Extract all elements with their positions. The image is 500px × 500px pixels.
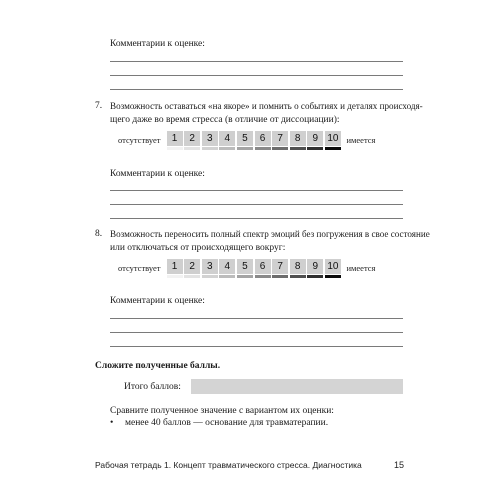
comment-line[interactable] — [110, 89, 403, 90]
scale-option-9[interactable] — [307, 131, 323, 150]
scale-option-number: 3 — [202, 259, 218, 274]
item7-text-line2: щего даже во время стресса (в отличие от диссоциации): — [110, 115, 340, 125]
item8-text-line1: Возможность переносить полный спектр эмоций без погружения в свое состояние — [110, 229, 430, 239]
scale-boxes — [167, 259, 343, 278]
bullet-icon: • — [110, 418, 114, 428]
scale-option-number: 2 — [184, 259, 200, 274]
comment-line[interactable] — [110, 75, 403, 76]
scale-intensity-bar — [202, 147, 218, 150]
scale-boxes — [167, 131, 343, 150]
scale-intensity-bar — [325, 275, 341, 278]
comment-line[interactable] — [110, 190, 403, 191]
rating-scale-item7 — [118, 131, 375, 149]
scale-intensity-bar — [167, 147, 183, 150]
scale-option-number: 1 — [167, 259, 183, 274]
item8-text-line2: или отключаться от происходящего вокруг: — [110, 243, 286, 253]
item7-number: 7. — [95, 101, 103, 111]
scale-intensity-bar — [290, 147, 306, 150]
scale-option-3[interactable] — [202, 259, 218, 278]
scale-option-number: 6 — [255, 259, 271, 274]
scale-option-number: 9 — [307, 259, 323, 274]
scale-intensity-bar — [290, 275, 306, 278]
scale-intensity-bar — [255, 147, 271, 150]
scale-option-1[interactable] — [167, 131, 183, 150]
scale-intensity-bar — [184, 147, 200, 150]
scale-option-7[interactable] — [272, 259, 288, 278]
scale-left-label: отсутствует — [118, 135, 161, 145]
item8-number: 8. — [95, 229, 103, 239]
scale-option-5[interactable] — [237, 259, 253, 278]
comments-label-top: Комментарии к оценке: — [110, 39, 205, 49]
scale-option-number: 3 — [202, 131, 218, 146]
scale-intensity-bar — [272, 275, 288, 278]
footer-title: Рабочая тетрадь 1. Концепт травматического стресса. Диагностика — [95, 460, 362, 470]
scale-option-number: 4 — [219, 131, 235, 146]
comment-line[interactable] — [110, 61, 403, 62]
scale-option-2[interactable] — [184, 131, 200, 150]
scale-option-6[interactable] — [255, 131, 271, 150]
scale-option-8[interactable] — [290, 131, 306, 150]
scale-intensity-bar — [307, 147, 323, 150]
sum-heading: Сложите полученные баллы. — [95, 361, 221, 371]
scale-option-number: 10 — [325, 259, 341, 274]
compare-item: менее 40 баллов — основание для травматерапии. — [125, 418, 329, 428]
scale-option-number: 1 — [167, 131, 183, 146]
scale-option-4[interactable] — [219, 259, 235, 278]
comments-label-item8: Комментарии к оценке: — [110, 296, 205, 306]
item7-text-line1: Возможность оставаться «на якоре» и помнить о событиях и деталях происходя- — [110, 101, 423, 111]
total-score-field[interactable] — [191, 379, 403, 394]
scale-intensity-bar — [307, 275, 323, 278]
page-number: 15 — [394, 460, 405, 470]
scale-option-9[interactable] — [307, 259, 323, 278]
scale-intensity-bar — [237, 147, 253, 150]
scale-option-number: 8 — [290, 259, 306, 274]
scale-intensity-bar — [202, 275, 218, 278]
scale-option-number: 8 — [290, 131, 306, 146]
scale-option-1[interactable] — [167, 259, 183, 278]
scale-option-10[interactable] — [325, 131, 341, 150]
scale-option-6[interactable] — [255, 259, 271, 278]
comments-label-item7: Комментарии к оценке: — [110, 169, 205, 179]
scale-option-number: 7 — [272, 131, 288, 146]
scale-option-8[interactable] — [290, 259, 306, 278]
scale-option-7[interactable] — [272, 131, 288, 150]
scale-option-2[interactable] — [184, 259, 200, 278]
scale-option-number: 5 — [237, 131, 253, 146]
scale-option-number: 5 — [237, 259, 253, 274]
scale-option-5[interactable] — [237, 131, 253, 150]
scale-intensity-bar — [184, 275, 200, 278]
rating-scale-item8 — [118, 259, 375, 277]
scale-option-number: 4 — [219, 259, 235, 274]
scale-option-number: 10 — [325, 131, 341, 146]
comment-line[interactable] — [110, 318, 403, 319]
scale-left-label: отсутствует — [118, 263, 161, 273]
scale-right-label: имеется — [346, 135, 376, 145]
scale-option-number: 2 — [184, 131, 200, 146]
comment-line[interactable] — [110, 346, 403, 347]
scale-option-number: 9 — [307, 131, 323, 146]
scale-option-3[interactable] — [202, 131, 218, 150]
scale-right-label: имеется — [346, 263, 376, 273]
scale-intensity-bar — [272, 147, 288, 150]
comment-line[interactable] — [110, 204, 403, 205]
comment-line[interactable] — [110, 218, 403, 219]
scale-intensity-bar — [219, 147, 235, 150]
scale-intensity-bar — [325, 147, 341, 150]
scale-option-4[interactable] — [219, 131, 235, 150]
scale-intensity-bar — [167, 275, 183, 278]
compare-text: Сравните полученное значение с вариантом их оценки: — [110, 406, 334, 416]
scale-option-number: 6 — [255, 131, 271, 146]
scale-option-10[interactable] — [325, 259, 341, 278]
scale-intensity-bar — [219, 275, 235, 278]
total-label: Итого баллов: — [124, 382, 181, 392]
comment-line[interactable] — [110, 332, 403, 333]
scale-intensity-bar — [237, 275, 253, 278]
scale-intensity-bar — [255, 275, 271, 278]
scale-option-number: 7 — [272, 259, 288, 274]
